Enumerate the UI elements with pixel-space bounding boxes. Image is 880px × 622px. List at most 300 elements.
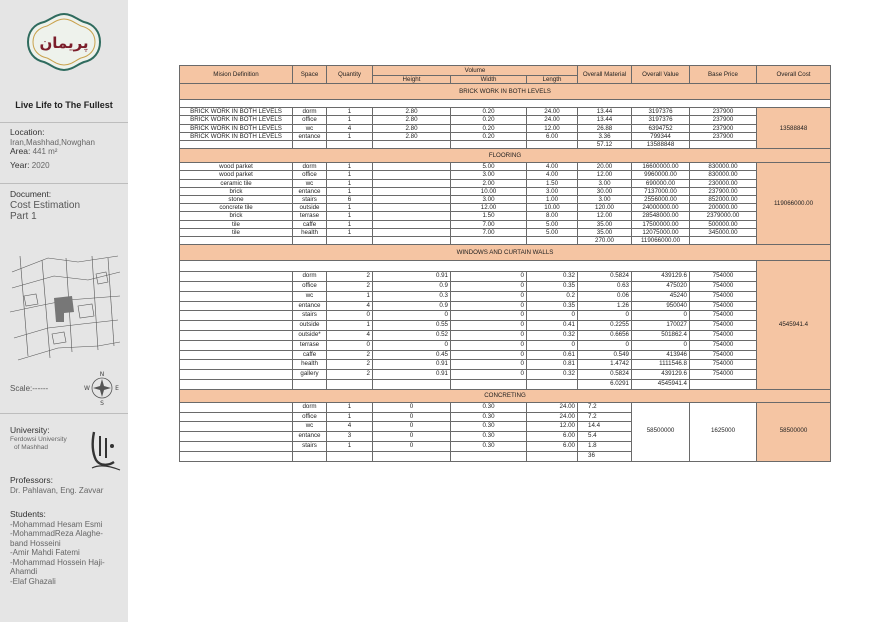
cell-material: 1.26 bbox=[578, 301, 632, 311]
cell-length: 10.00 bbox=[527, 204, 578, 212]
table-row bbox=[180, 124, 831, 132]
cell-price: 500000.00 bbox=[690, 220, 757, 228]
cell-material: 0.5824 bbox=[578, 272, 632, 282]
cell-qty: 2 bbox=[327, 360, 373, 370]
cell-price: 754000 bbox=[690, 321, 757, 331]
cell-material: 0.6656 bbox=[578, 331, 632, 341]
cell-height: 0.9 bbox=[373, 282, 451, 292]
cell-length: 5.00 bbox=[527, 228, 578, 236]
location-label: Location: bbox=[10, 127, 45, 137]
cell-value: 950040 bbox=[632, 301, 690, 311]
cell-width: 0 bbox=[451, 370, 527, 380]
cell-material: 0.5824 bbox=[578, 370, 632, 380]
cell-height bbox=[373, 171, 451, 179]
cell-material: 26.88 bbox=[578, 124, 632, 132]
cell-material: 12.00 bbox=[578, 212, 632, 220]
concreting-value: 58500000 bbox=[632, 402, 690, 461]
document-block bbox=[10, 190, 80, 223]
table-row bbox=[180, 340, 831, 350]
cell-width: 0.30 bbox=[451, 432, 527, 442]
table-row bbox=[180, 163, 831, 171]
cell-qty: 2 bbox=[327, 272, 373, 282]
cell-qty: 4 bbox=[327, 124, 373, 132]
cell-height: 0.9 bbox=[373, 301, 451, 311]
table-row bbox=[180, 108, 831, 116]
svg-text:S: S bbox=[100, 400, 104, 406]
document-part: Part 1 bbox=[10, 211, 37, 222]
cell-space: entance bbox=[293, 132, 327, 140]
divider bbox=[0, 413, 128, 414]
cell-length: 1.50 bbox=[527, 179, 578, 187]
area-label: Area: bbox=[10, 146, 31, 156]
cell-price: 830000.00 bbox=[690, 171, 757, 179]
cell-height: 0 bbox=[373, 402, 451, 412]
cell-material: 35.00 bbox=[578, 228, 632, 236]
cell-width: 5.00 bbox=[451, 163, 527, 171]
header-row bbox=[180, 66, 831, 76]
cell-mision: BRICK WORK IN BOTH LEVELS bbox=[180, 124, 293, 132]
cell-length: 0.32 bbox=[527, 331, 578, 341]
overall-cost-flooring: 119066000.00 bbox=[757, 163, 831, 245]
cell-price: 754000 bbox=[690, 301, 757, 311]
cell-price: 2379000.00 bbox=[690, 212, 757, 220]
cell-space: wc bbox=[293, 179, 327, 187]
cell-qty: 1 bbox=[327, 212, 373, 220]
university-logo-icon bbox=[86, 428, 124, 474]
cell-material: 3.36 bbox=[578, 132, 632, 140]
cell-height: 0.91 bbox=[373, 370, 451, 380]
cell-material: 0.549 bbox=[578, 350, 632, 360]
cell-space: office bbox=[293, 116, 327, 124]
cell-price: 754000 bbox=[690, 360, 757, 370]
table-row bbox=[180, 311, 831, 321]
cell-material: 13.44 bbox=[578, 108, 632, 116]
cell-mision: wood parket bbox=[180, 171, 293, 179]
cell-mision: wood parket bbox=[180, 163, 293, 171]
cell-length: 0.2 bbox=[527, 291, 578, 301]
total-value: 119066000.00 bbox=[632, 237, 690, 245]
cell-length: 0.41 bbox=[527, 321, 578, 331]
cell-material: 12.00 bbox=[578, 171, 632, 179]
table-row bbox=[180, 360, 831, 370]
cell-width: 0 bbox=[451, 291, 527, 301]
cell-length: 24.00 bbox=[527, 116, 578, 124]
cell-qty: 1 bbox=[327, 402, 373, 412]
cell-qty: 1 bbox=[327, 179, 373, 187]
cell-material: 3.00 bbox=[578, 179, 632, 187]
cell-qty: 4 bbox=[327, 422, 373, 432]
professors-label: Professors: bbox=[10, 475, 53, 485]
table-row bbox=[180, 282, 831, 292]
cell-qty: 0 bbox=[327, 311, 373, 321]
cell-material: 0.2255 bbox=[578, 321, 632, 331]
svg-text:W: W bbox=[84, 385, 90, 392]
col-header-width: Width bbox=[451, 76, 527, 84]
cell-mision: BRICK WORK IN BOTH LEVELS bbox=[180, 116, 293, 124]
cell-space: health bbox=[293, 228, 327, 236]
cell-height: 2.80 bbox=[373, 108, 451, 116]
cell-value: 28548000.00 bbox=[632, 212, 690, 220]
total-material: 57.12 bbox=[578, 141, 632, 149]
cell-qty: 3 bbox=[327, 432, 373, 442]
cell-price: 237900.00 bbox=[690, 187, 757, 195]
cell-space: entance bbox=[293, 432, 327, 442]
cell-price: 754000 bbox=[690, 331, 757, 341]
cell-height: 0 bbox=[373, 412, 451, 422]
cell-qty: 1 bbox=[327, 321, 373, 331]
cell-space: office bbox=[293, 282, 327, 292]
cell-mision: brick bbox=[180, 187, 293, 195]
sidebar bbox=[0, 0, 128, 622]
table-row bbox=[180, 132, 831, 140]
cell-space: entance bbox=[293, 187, 327, 195]
cell-height: 2.80 bbox=[373, 116, 451, 124]
cell-mision: stone bbox=[180, 196, 293, 204]
cell-space: gallery bbox=[293, 370, 327, 380]
cell-space: outside* bbox=[293, 331, 327, 341]
cell-price: 754000 bbox=[690, 282, 757, 292]
spacer-row bbox=[180, 261, 831, 272]
cell-qty: 1 bbox=[327, 442, 373, 452]
cell-value: 1111546.8 bbox=[632, 360, 690, 370]
cell-height: 0 bbox=[373, 422, 451, 432]
cell-price: 754000 bbox=[690, 340, 757, 350]
cell-height: 2.80 bbox=[373, 132, 451, 140]
col-header-height: Height bbox=[373, 76, 451, 84]
cell-value: 6394752 bbox=[632, 124, 690, 132]
cell-height bbox=[373, 163, 451, 171]
cell-height bbox=[373, 179, 451, 187]
col-header-overall-cost: Overall Cost bbox=[757, 66, 831, 84]
cell-width: 0.30 bbox=[451, 412, 527, 422]
cell-width: 3.00 bbox=[451, 171, 527, 179]
cell-length: 4.00 bbox=[527, 171, 578, 179]
cell-price: 237900 bbox=[690, 132, 757, 140]
cell-qty: 1 bbox=[327, 291, 373, 301]
table-row bbox=[180, 187, 831, 195]
cell-space: dorm bbox=[293, 163, 327, 171]
total-material: 270.00 bbox=[578, 237, 632, 245]
cell-length: 12.00 bbox=[527, 422, 578, 432]
section-title: CONCRETING bbox=[180, 389, 831, 402]
cell-length: 0.35 bbox=[527, 301, 578, 311]
table-row bbox=[180, 116, 831, 124]
table-row bbox=[180, 196, 831, 204]
cell-qty: 0 bbox=[327, 340, 373, 350]
cell-length: 24.00 bbox=[527, 108, 578, 116]
cell-length: 0.35 bbox=[527, 282, 578, 292]
student-line: band Hosseini bbox=[10, 538, 61, 548]
cell-width: 0 bbox=[451, 272, 527, 282]
total-value: 4545941.4 bbox=[632, 380, 690, 390]
cell-length: 6.00 bbox=[527, 442, 578, 452]
divider bbox=[0, 122, 128, 123]
cell-material: 0 bbox=[578, 340, 632, 350]
cell-material: 20.00 bbox=[578, 163, 632, 171]
cell-height: 0.52 bbox=[373, 331, 451, 341]
cell-price: 237900 bbox=[690, 116, 757, 124]
cell-space: entance bbox=[293, 301, 327, 311]
cell-width: 7.00 bbox=[451, 220, 527, 228]
table-row bbox=[180, 171, 831, 179]
cell-material: 0 bbox=[578, 311, 632, 321]
cell-height: 0.45 bbox=[373, 350, 451, 360]
professors-value: Dr. Pahlavan, Eng. Zavvar bbox=[10, 485, 104, 495]
cell-width: 0 bbox=[451, 321, 527, 331]
cell-value: 690000.00 bbox=[632, 179, 690, 187]
col-header-base-price: Base Price bbox=[690, 66, 757, 84]
table-row bbox=[180, 350, 831, 360]
cell-width: 0 bbox=[451, 331, 527, 341]
cell-width: 12.00 bbox=[451, 204, 527, 212]
cell-length: 0.32 bbox=[527, 370, 578, 380]
cell-height bbox=[373, 228, 451, 236]
cell-width: 7.00 bbox=[451, 228, 527, 236]
table-row bbox=[180, 179, 831, 187]
cell-material: 35.00 bbox=[578, 220, 632, 228]
cell-space: stairs bbox=[293, 196, 327, 204]
year-value: 2020 bbox=[31, 160, 50, 170]
cell-price: 345000.00 bbox=[690, 228, 757, 236]
cell-length: 24.00 bbox=[527, 402, 578, 412]
cell-width: 0 bbox=[451, 360, 527, 370]
svg-text:N: N bbox=[99, 371, 105, 378]
cell-space: wc bbox=[293, 422, 327, 432]
cost-estimation-table bbox=[179, 65, 831, 462]
cell-qty: 1 bbox=[327, 116, 373, 124]
student-line: -MohammadReza Alaghe- bbox=[10, 529, 103, 538]
section-header-concreting bbox=[180, 389, 831, 402]
col-header-overall-value: Overall Value bbox=[632, 66, 690, 84]
cell-material: 3.00 bbox=[578, 196, 632, 204]
cell-length: 0 bbox=[527, 311, 578, 321]
cell-value: 9960000.00 bbox=[632, 171, 690, 179]
overall-cost-windows: 4545941.4 bbox=[757, 261, 831, 390]
cell-space: dorm bbox=[293, 108, 327, 116]
university-line2: of Mashhad bbox=[14, 443, 48, 451]
cell-space: caffe bbox=[293, 350, 327, 360]
table-row bbox=[180, 204, 831, 212]
cell-height: 0 bbox=[373, 340, 451, 350]
cell-value: 0 bbox=[632, 340, 690, 350]
col-header-mision: Mision Definition bbox=[180, 66, 293, 84]
spacer-row bbox=[180, 100, 831, 108]
cell-value: 501862.4 bbox=[632, 331, 690, 341]
section-header-flooring bbox=[180, 149, 831, 163]
cell-space: health bbox=[293, 360, 327, 370]
cell-qty: 4 bbox=[327, 301, 373, 311]
svg-text:E: E bbox=[115, 385, 119, 392]
cell-material: 5.4 bbox=[578, 432, 632, 442]
cell-width: 0.20 bbox=[451, 132, 527, 140]
cell-qty: 1 bbox=[327, 220, 373, 228]
cell-space: office bbox=[293, 171, 327, 179]
students-block bbox=[10, 510, 105, 586]
cell-mision: tile bbox=[180, 220, 293, 228]
cell-qty: 1 bbox=[327, 204, 373, 212]
cell-price: 754000 bbox=[690, 272, 757, 282]
cell-length: 24.00 bbox=[527, 412, 578, 422]
cell-value: 7137000.00 bbox=[632, 187, 690, 195]
cell-value: 2556000.00 bbox=[632, 196, 690, 204]
cell-qty: 2 bbox=[327, 370, 373, 380]
cell-height: 0.3 bbox=[373, 291, 451, 301]
cell-material: 30.00 bbox=[578, 187, 632, 195]
project-logo bbox=[26, 12, 102, 72]
cell-value: 17500000.00 bbox=[632, 220, 690, 228]
location-block bbox=[10, 128, 95, 170]
table-row bbox=[180, 402, 831, 412]
cell-price: 237900 bbox=[690, 108, 757, 116]
cell-value: 16600000.00 bbox=[632, 163, 690, 171]
cell-qty: 2 bbox=[327, 350, 373, 360]
cell-width: 0.20 bbox=[451, 108, 527, 116]
cell-length: 1.00 bbox=[527, 196, 578, 204]
year-label: Year: bbox=[10, 159, 30, 170]
table-row bbox=[180, 228, 831, 236]
cell-height: 0.91 bbox=[373, 360, 451, 370]
cell-length: 5.00 bbox=[527, 220, 578, 228]
cell-space: dorm bbox=[293, 402, 327, 412]
scale-label: Scale:------ bbox=[10, 384, 49, 393]
cell-height: 0 bbox=[373, 442, 451, 452]
cell-mision: ceramic tile bbox=[180, 179, 293, 187]
section-header-brick bbox=[180, 84, 831, 100]
cell-width: 0 bbox=[451, 301, 527, 311]
overall-cost-concreting: 58500000 bbox=[757, 402, 831, 461]
table-row bbox=[180, 331, 831, 341]
cell-width: 0.30 bbox=[451, 442, 527, 452]
cell-mision: brick bbox=[180, 212, 293, 220]
col-header-space: Space bbox=[293, 66, 327, 84]
col-header-quantity: Quantity bbox=[327, 66, 373, 84]
totals-row bbox=[180, 380, 831, 390]
cell-height bbox=[373, 204, 451, 212]
concreting-base-price: 1625000 bbox=[690, 402, 757, 461]
cell-value: 475020 bbox=[632, 282, 690, 292]
cell-value: 12075000.00 bbox=[632, 228, 690, 236]
cell-width: 3.00 bbox=[451, 196, 527, 204]
cell-qty: 1 bbox=[327, 108, 373, 116]
cell-height bbox=[373, 220, 451, 228]
cell-price: 754000 bbox=[690, 311, 757, 321]
cell-height: 0 bbox=[373, 432, 451, 442]
student-line: -Amir Mahdi Fatemi bbox=[10, 548, 80, 557]
cell-price: 230000.00 bbox=[690, 179, 757, 187]
cell-width: 2.00 bbox=[451, 179, 527, 187]
cell-length: 3.00 bbox=[527, 187, 578, 195]
cell-value: 45240 bbox=[632, 291, 690, 301]
cell-length: 0.32 bbox=[527, 272, 578, 282]
section-title: WINDOWS AND CURTAIN WALLS bbox=[180, 245, 831, 261]
table-row bbox=[180, 272, 831, 282]
cell-width: 10.00 bbox=[451, 187, 527, 195]
cell-mision: tile bbox=[180, 228, 293, 236]
cell-width: 0 bbox=[451, 311, 527, 321]
cell-length: 12.00 bbox=[527, 124, 578, 132]
student-line: -Mohammad Hossein Haji- bbox=[10, 557, 105, 567]
cell-height: 0.91 bbox=[373, 272, 451, 282]
table-row bbox=[180, 212, 831, 220]
cell-material: 7.2 bbox=[578, 402, 632, 412]
table-row bbox=[180, 301, 831, 311]
col-header-volume: Volume bbox=[373, 66, 578, 76]
cell-value: 413946 bbox=[632, 350, 690, 360]
cell-material: 0.63 bbox=[578, 282, 632, 292]
section-title: BRICK WORK IN BOTH LEVELS bbox=[180, 84, 831, 100]
professors-block bbox=[10, 476, 103, 495]
table-row bbox=[180, 220, 831, 228]
cell-value: 24000000.00 bbox=[632, 204, 690, 212]
cell-value: 3197376 bbox=[632, 116, 690, 124]
tagline: Live Life to The Fullest bbox=[15, 100, 113, 110]
cell-height bbox=[373, 196, 451, 204]
cell-qty: 1 bbox=[327, 132, 373, 140]
student-line: -Mohammad Hesam Esmi bbox=[10, 519, 103, 529]
table-row bbox=[180, 370, 831, 380]
cell-material: 13.44 bbox=[578, 116, 632, 124]
cell-length: 6.00 bbox=[527, 132, 578, 140]
cell-value: 0 bbox=[632, 311, 690, 321]
cell-mision: BRICK WORK IN BOTH LEVELS bbox=[180, 108, 293, 116]
cell-qty: 2 bbox=[327, 282, 373, 292]
cell-qty: 1 bbox=[327, 171, 373, 179]
cell-space: outside bbox=[293, 204, 327, 212]
divider bbox=[0, 183, 128, 184]
table-row bbox=[180, 291, 831, 301]
cell-space: terrase bbox=[293, 340, 327, 350]
location-value: Iran,Mashhad,Nowghan bbox=[10, 137, 95, 147]
cell-price: 754000 bbox=[690, 370, 757, 380]
totals-row bbox=[180, 141, 831, 149]
compass-icon bbox=[84, 370, 120, 406]
cell-price: 754000 bbox=[690, 291, 757, 301]
cell-value: 439129.6 bbox=[632, 272, 690, 282]
cell-length: 0.61 bbox=[527, 350, 578, 360]
cell-value: 439129.6 bbox=[632, 370, 690, 380]
university-line1: Ferdowsi University bbox=[10, 435, 67, 443]
university-label: University: bbox=[10, 425, 50, 435]
cell-value: 799344 bbox=[632, 132, 690, 140]
cell-mision: concrete tile bbox=[180, 204, 293, 212]
cell-material: 120.00 bbox=[578, 204, 632, 212]
cell-space: wc bbox=[293, 291, 327, 301]
cell-width: 0.20 bbox=[451, 124, 527, 132]
total-material: 36 bbox=[578, 451, 632, 461]
cell-price: 200000.00 bbox=[690, 204, 757, 212]
cell-space: office bbox=[293, 412, 327, 422]
cell-material: 1.4742 bbox=[578, 360, 632, 370]
site-plan-map bbox=[8, 252, 122, 362]
cell-qty: 6 bbox=[327, 196, 373, 204]
col-header-length: Length bbox=[527, 76, 578, 84]
cell-space: stairs bbox=[293, 311, 327, 321]
cell-qty: 1 bbox=[327, 187, 373, 195]
cell-length: 8.00 bbox=[527, 212, 578, 220]
document-title: Cost Estimation bbox=[10, 199, 81, 211]
cell-width: 0.30 bbox=[451, 422, 527, 432]
totals-row bbox=[180, 237, 831, 245]
cell-width: 0 bbox=[451, 340, 527, 350]
section-header-windows bbox=[180, 245, 831, 261]
cell-value: 3197376 bbox=[632, 108, 690, 116]
cell-material: 0.06 bbox=[578, 291, 632, 301]
col-header-overall-material: Overall Material bbox=[578, 66, 632, 84]
cell-space: terrase bbox=[293, 212, 327, 220]
cell-qty: 1 bbox=[327, 228, 373, 236]
cell-length: 0 bbox=[527, 340, 578, 350]
student-line: -Elaf Ghazali bbox=[10, 576, 56, 586]
